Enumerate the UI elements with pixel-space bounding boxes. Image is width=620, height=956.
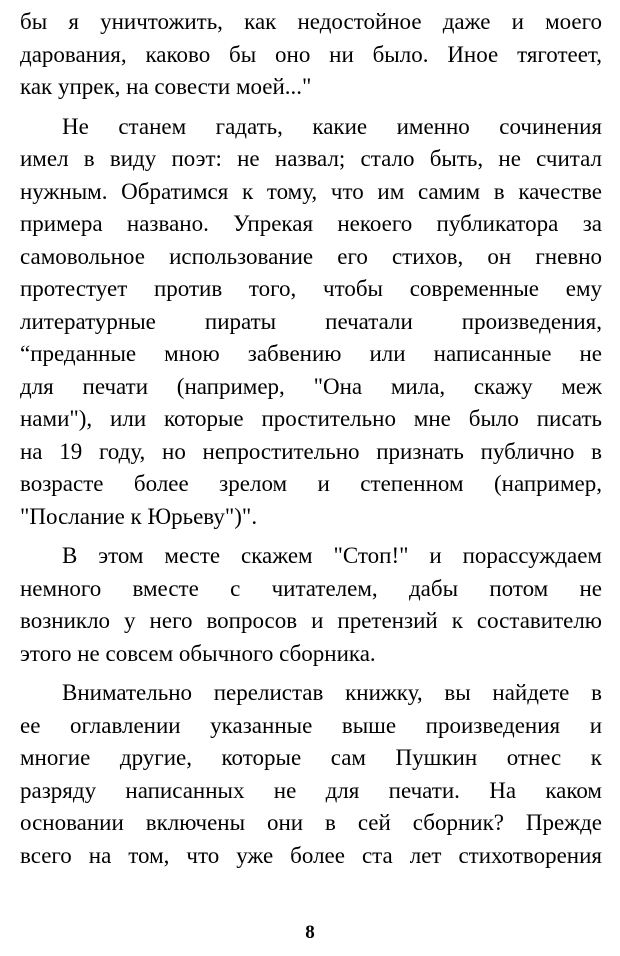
text-line: нами"), или которые простительно мне было писать (20, 406, 602, 431)
text-line: "Послание к Юрьеву")". (20, 503, 258, 529)
text-line: разряду написанных не для печати. На каком (20, 777, 602, 803)
text-line: Не станем гадать, какие именно сочинения (62, 113, 602, 139)
text-line: всего на том, что уже более ста лет стихотворения (20, 842, 602, 868)
text-line: как упрек, на совести моей..." (20, 74, 312, 99)
text-line: примера названо. Упрекая некоего публикатора за (20, 211, 602, 236)
text-line: самовольное использование его стихов, он гневно (20, 243, 602, 269)
text-line: возникло у него вопросов и претензий к составителю (20, 608, 602, 633)
text-line: немного вместе с читателем, дабы потом не (20, 575, 602, 601)
text-line: Внимательно перелистав книжку, вы найдете в (62, 680, 602, 705)
paragraph-guessing (20, 111, 602, 534)
paragraph-continuation (20, 6, 602, 104)
text-line: основании включены они в сей сборник? Прежде (20, 810, 602, 835)
body-text (20, 6, 602, 872)
text-line: многие другие, которые сам Пушкин отнес к (20, 745, 602, 770)
text-line: на 19 году, но непростительно признать публично в (20, 438, 602, 464)
paragraph-stop (20, 540, 602, 670)
text-line: нужным. Обратимся к тому, что им самим в качестве (20, 178, 602, 204)
text-line: “преданные мною забвению или написанные не (20, 341, 602, 366)
text-line: протестует против того, чтобы современные ему (20, 276, 602, 301)
text-line: бы я уничтожить, как недостойное даже и моего (20, 9, 602, 34)
text-line: для печати (например, "Она мила, скажу меж (20, 373, 602, 399)
text-line: В этом месте скажем "Стоп!" и порассуждаем (62, 543, 602, 568)
text-line: дарования, каково бы оно ни было. Иное тяготеет, (20, 41, 602, 67)
page-number: 8 (305, 922, 315, 943)
text-line: возрасте более зрелом и степенном (например, (20, 471, 602, 496)
text-line: ее оглавлении указанные выше произведения и (20, 712, 602, 738)
text-line: литературные пираты печатали произведения, (20, 308, 602, 334)
paragraph-contents (20, 677, 602, 872)
text-line: этого не совсем обычного сборника. (20, 640, 376, 666)
text-line: имел в виду поэт: не назвал; стало быть, не считал (20, 146, 602, 171)
